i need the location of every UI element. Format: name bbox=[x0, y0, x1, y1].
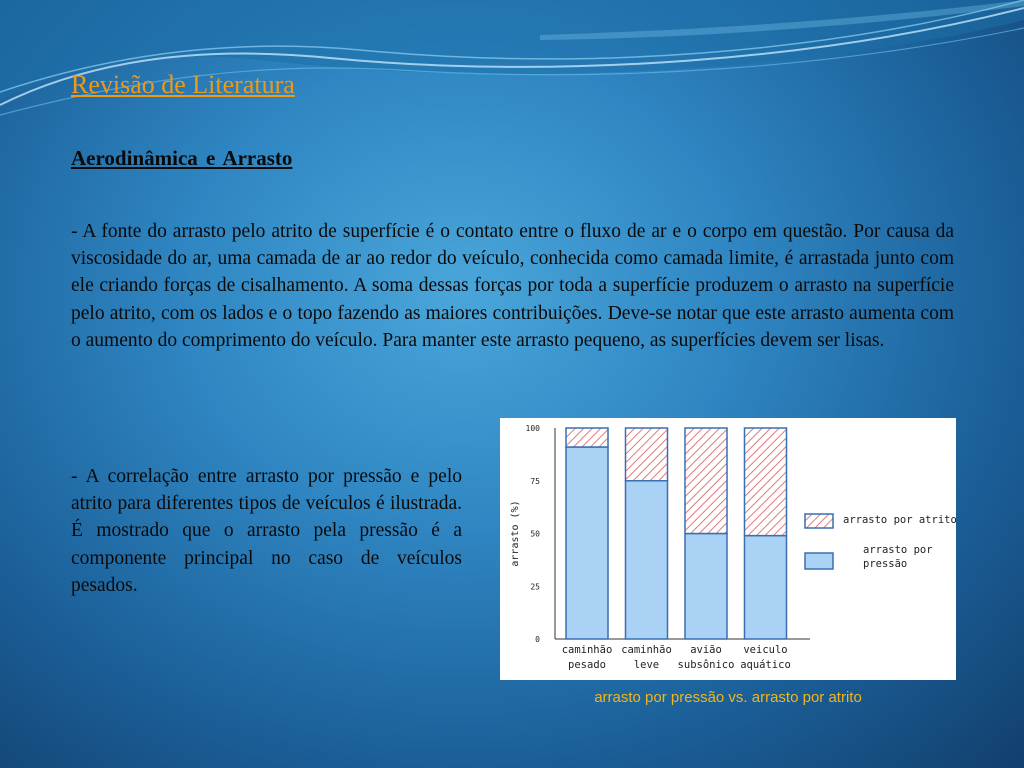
chart-caption: arrasto por pressão vs. arrasto por atrito bbox=[594, 689, 862, 706]
bar-friction bbox=[745, 428, 787, 536]
y-tick-label: 75 bbox=[530, 476, 540, 486]
section-subtitle: Aerodinâmica e Arrasto bbox=[71, 146, 293, 170]
y-tick-label: 25 bbox=[530, 582, 540, 592]
bar-pressure bbox=[745, 536, 787, 639]
x-category-label: pesado bbox=[568, 659, 606, 671]
bar-pressure bbox=[685, 534, 727, 640]
x-category-label: veiculo bbox=[743, 644, 788, 656]
y-tick-label: 100 bbox=[525, 424, 540, 433]
x-category-label: leve bbox=[633, 659, 660, 671]
x-category-label: caminhão bbox=[621, 644, 672, 656]
bar-friction bbox=[685, 428, 727, 534]
x-category-label: aquático bbox=[740, 659, 791, 671]
legend-swatch-pressure bbox=[805, 553, 833, 569]
bar-pressure bbox=[566, 447, 608, 639]
bar-friction bbox=[626, 428, 668, 481]
x-category-label: subsônico bbox=[677, 659, 735, 671]
y-axis-label: arrasto (%) bbox=[510, 500, 521, 567]
paragraph-correlation: - A correlação entre arrasto por pressão e pelo atrito para diferentes tipos de veículos é ilustrada. É mostrado que o arrasto pela pressão é a componente principal no caso de veículos pesados. bbox=[71, 466, 462, 596]
legend-swatch-friction bbox=[805, 514, 833, 528]
legend-label-pressure: arrasto por bbox=[863, 544, 933, 556]
y-tick-label: 0 bbox=[535, 635, 540, 644]
header-wave-decoration bbox=[0, 0, 1024, 130]
bar-friction bbox=[566, 428, 608, 447]
chart-svg bbox=[500, 418, 956, 680]
slide-title: Revisão de Literatura bbox=[71, 70, 295, 99]
bar-pressure bbox=[626, 481, 668, 639]
paragraph-friction-drag: - A fonte do arrasto pelo atrito de superfície é o contato entre o fluxo de ar e o corpo em questão. Por causa da viscosidade do ar, uma camada de ar ao redor do veículo, conhecida como camada limite, é arrastada junto com ele criando forças de cisalhamento. A soma dessas forças por toda a superfície produzem o arrasto na superfície pelo atrito, com os lados e o topo fazendo as maiores contribuições. Deve-se notar que este arrasto aumenta com o aumento do comprimento do veículo. Para manter este arrasto pequeno, as superfícies devem ser lisas. bbox=[71, 221, 954, 351]
legend-label-pressure: pressão bbox=[863, 558, 908, 570]
x-category-label: caminhão bbox=[561, 644, 613, 656]
drag-comparison-chart bbox=[500, 418, 956, 680]
legend-label-friction: arrasto por atrito bbox=[843, 514, 956, 526]
y-tick-label: 50 bbox=[530, 529, 540, 539]
x-category-label: avião bbox=[690, 644, 722, 656]
